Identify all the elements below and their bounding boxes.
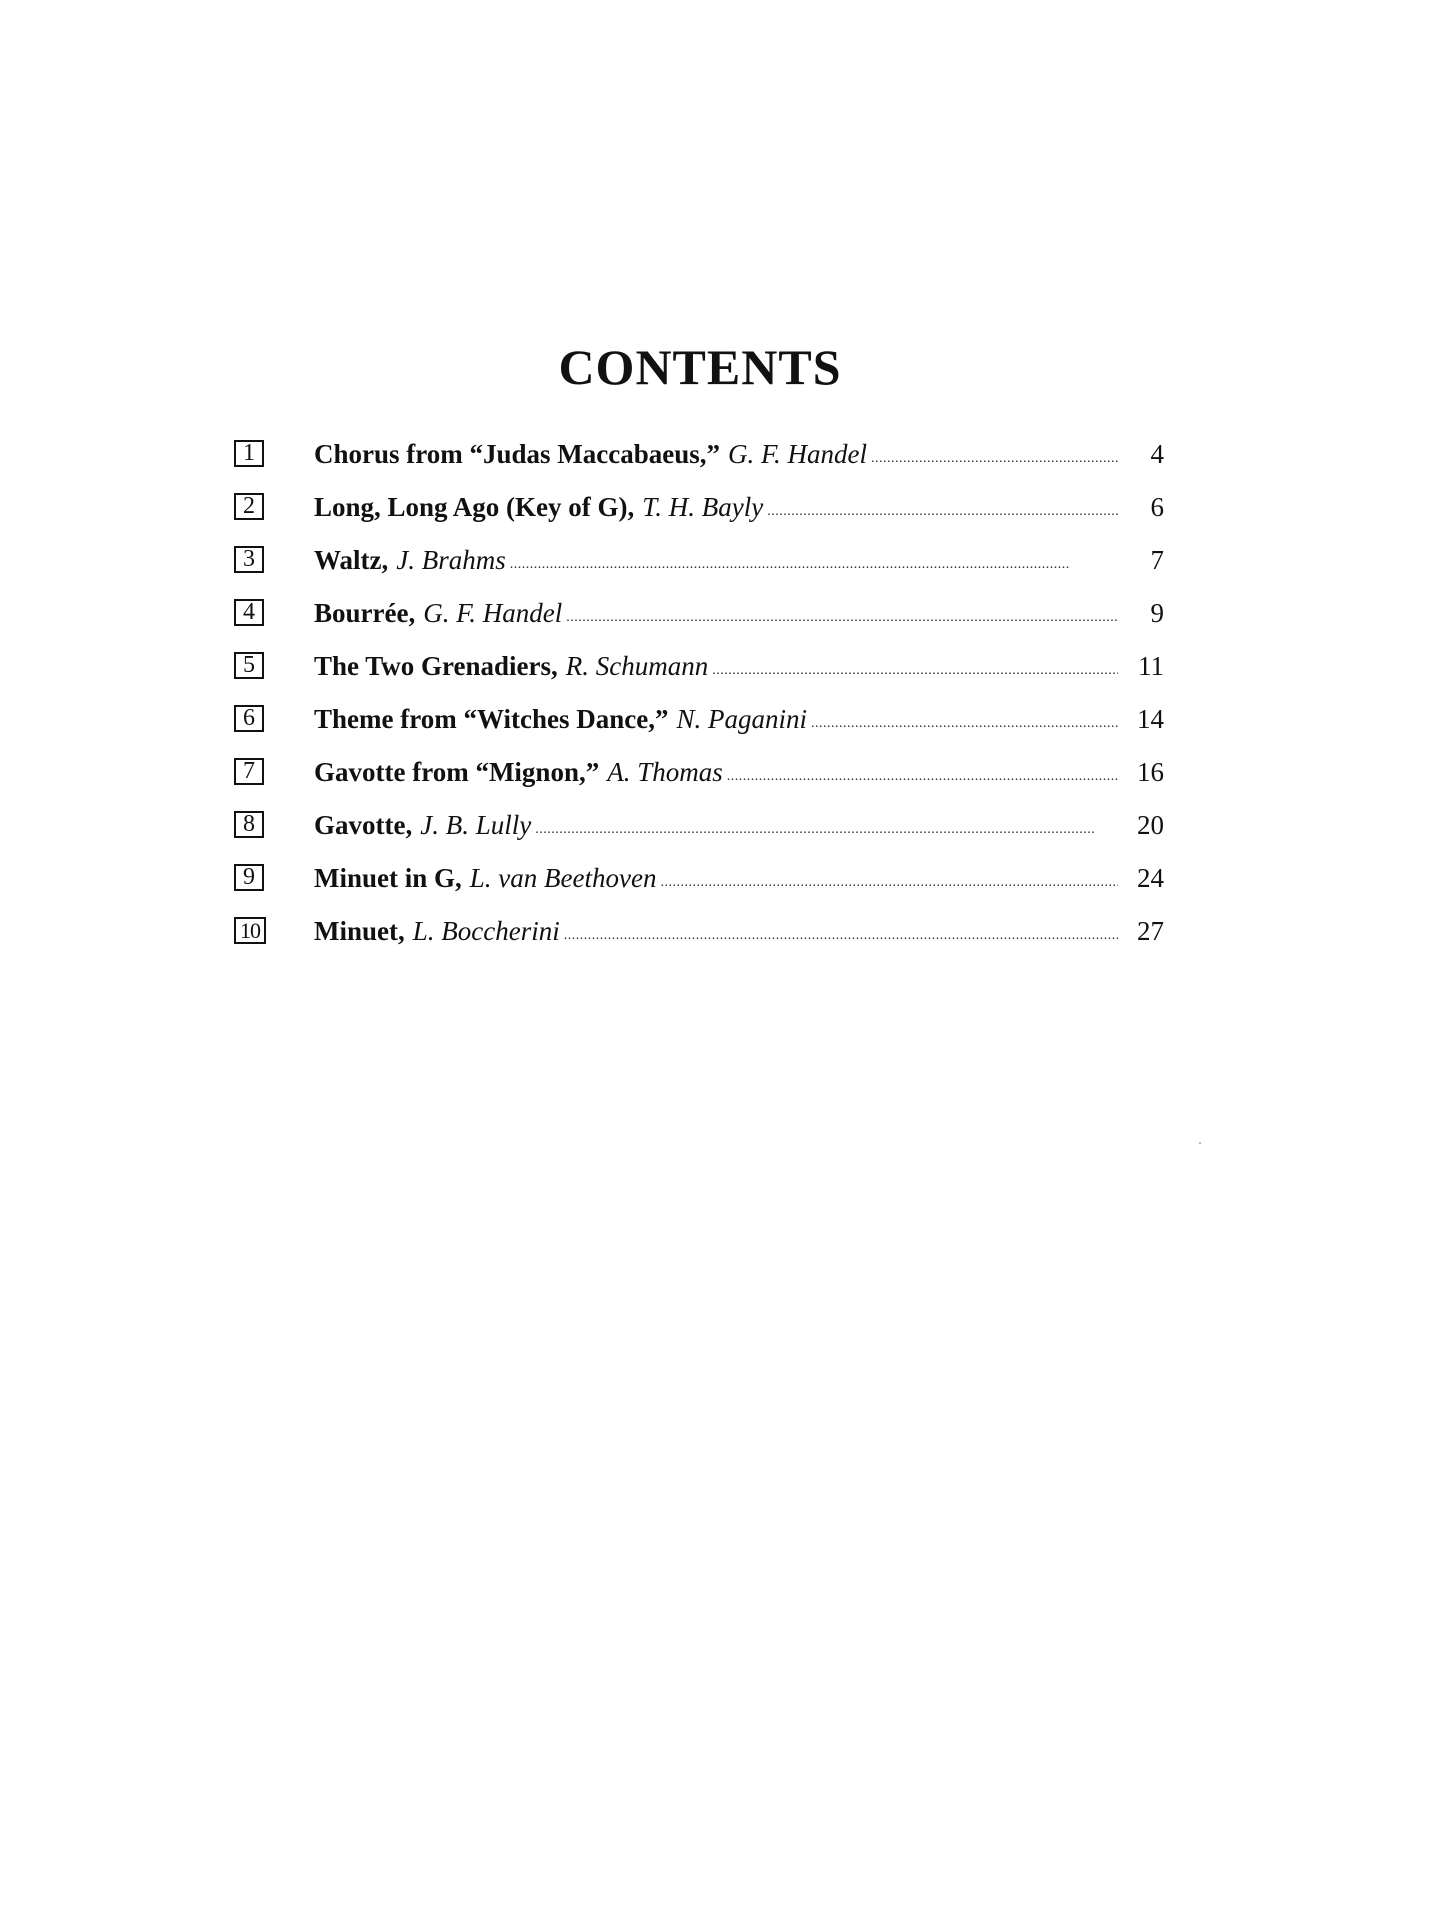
piece-title: Minuet in G, xyxy=(314,863,462,893)
page-title: CONTENTS xyxy=(558,339,842,395)
composer-name: A. Thomas xyxy=(607,757,723,787)
toc-entry-line xyxy=(314,587,1164,640)
dot-leader xyxy=(566,587,1118,640)
piece-title: Chorus from “Judas Maccabaeus,” xyxy=(314,439,721,469)
dot-leader xyxy=(767,481,1118,534)
piece-title: The Two Grenadiers, xyxy=(314,651,558,681)
composer-name: J. Brahms xyxy=(396,545,506,575)
table-of-contents xyxy=(234,428,1164,958)
toc-entry-line xyxy=(314,799,1164,852)
track-number-box: 5 xyxy=(234,652,264,679)
composer-name: G. F. Handel xyxy=(728,439,868,469)
toc-entry-line xyxy=(314,746,1164,799)
dot-leader xyxy=(535,799,1118,852)
toc-entry[interactable] xyxy=(234,852,1164,905)
composer-name: G. F. Handel xyxy=(423,598,563,628)
toc-entry-line xyxy=(314,481,1164,534)
page-number: 11 xyxy=(1138,651,1164,681)
toc-entry-line xyxy=(314,852,1164,905)
dot-leader xyxy=(564,905,1118,958)
toc-entry[interactable] xyxy=(234,587,1164,640)
track-number-box: 3 xyxy=(234,546,264,573)
page-number: 20 xyxy=(1137,810,1164,840)
scan-speck xyxy=(1199,1142,1201,1144)
toc-entry[interactable] xyxy=(234,428,1164,481)
toc-entry-line xyxy=(314,905,1164,958)
piece-title: Gavotte, xyxy=(314,810,413,840)
track-number-box: 10 xyxy=(234,917,266,944)
toc-entry-line xyxy=(314,693,1164,746)
dot-leader xyxy=(811,693,1118,746)
track-number-box: 1 xyxy=(234,440,264,467)
toc-entry[interactable] xyxy=(234,693,1164,746)
toc-entry[interactable] xyxy=(234,746,1164,799)
toc-entry[interactable] xyxy=(234,481,1164,534)
toc-entry[interactable] xyxy=(234,640,1164,693)
page-number: 4 xyxy=(1150,439,1164,469)
toc-entry[interactable] xyxy=(234,905,1164,958)
dot-leader xyxy=(727,746,1118,799)
dot-leader xyxy=(712,640,1118,693)
track-number-box: 2 xyxy=(234,493,264,520)
composer-name: R. Schumann xyxy=(565,651,709,681)
composer-name: T. H. Bayly xyxy=(642,492,764,522)
composer-name: J. B. Lully xyxy=(420,810,532,840)
toc-entry-line xyxy=(314,534,1164,587)
toc-entry-line xyxy=(314,428,1164,481)
toc-entry-line xyxy=(314,640,1164,693)
piece-title: Long, Long Ago (Key of G), xyxy=(314,492,635,522)
dot-leader xyxy=(871,428,1118,481)
track-number-box: 6 xyxy=(234,705,264,732)
piece-title: Gavotte from “Mignon,” xyxy=(314,757,600,787)
page-number: 14 xyxy=(1137,704,1164,734)
toc-entry[interactable] xyxy=(234,534,1164,587)
track-number-box: 7 xyxy=(234,758,264,785)
track-number-box: 8 xyxy=(234,811,264,838)
piece-title: Minuet, xyxy=(314,916,405,946)
composer-name: L. Boccherini xyxy=(412,916,560,946)
page-number: 27 xyxy=(1137,916,1164,946)
dot-leader xyxy=(660,852,1118,905)
composer-name: N. Paganini xyxy=(676,704,807,734)
page-number: 6 xyxy=(1150,492,1164,522)
piece-title: Waltz, xyxy=(314,545,389,575)
dot-leader xyxy=(510,534,1118,587)
page-number: 24 xyxy=(1137,863,1164,893)
page-number: 9 xyxy=(1150,598,1164,628)
composer-name: L. van Beethoven xyxy=(469,863,657,893)
piece-title: Theme from “Witches Dance,” xyxy=(314,704,669,734)
toc-entry[interactable] xyxy=(234,799,1164,852)
page-number: 7 xyxy=(1150,545,1164,575)
track-number-box: 4 xyxy=(234,599,264,626)
page-number: 16 xyxy=(1137,757,1164,787)
track-number-box: 9 xyxy=(234,864,264,891)
piece-title: Bourrée, xyxy=(314,598,416,628)
